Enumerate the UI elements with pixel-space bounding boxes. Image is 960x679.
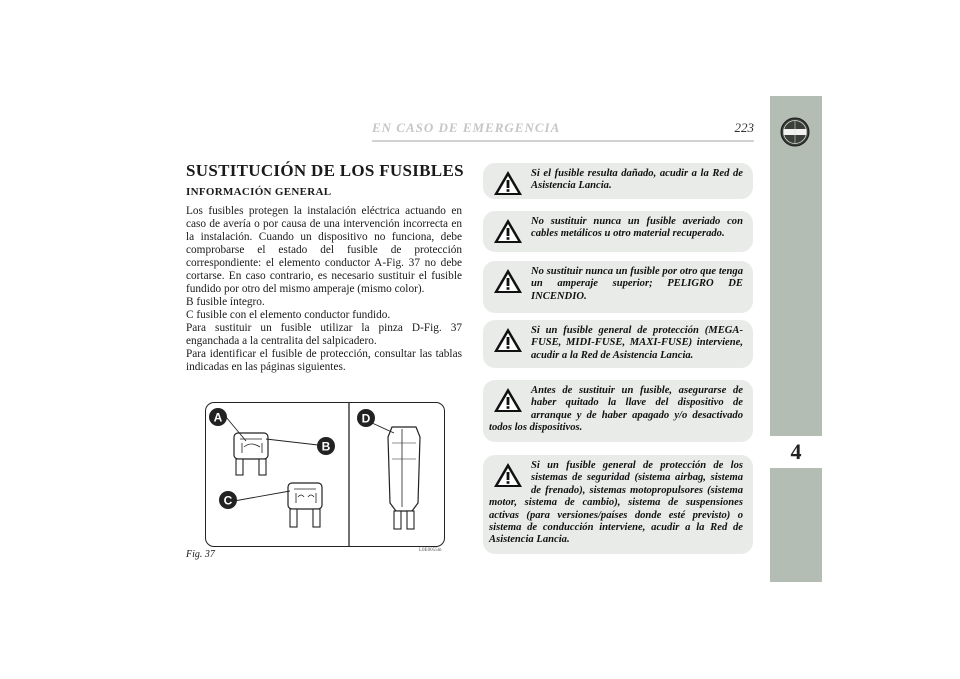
body-text: [186, 205, 462, 374]
tables-paragraph: Para identificar el fusible de protección, consultar las tablas indicadas en las páginas siguientes.: [186, 348, 462, 373]
legend-item-c: C fusible con el elemento conductor fundido.: [186, 309, 391, 321]
blown-fuse-illustration: [288, 483, 322, 527]
intro-paragraph: Los fusibles protegen la instalación eléctrica actuando en caso de avería o por causa de una intervención incorrecta en la instalación. Cuando un dispositivo no funciona, debe comprobarse el estado del fusible de protección correspondiente: el elemento conductor A-Fig. 37 no debe cortarse. En caso contrario, es necesario sustituir el fusible fundido por otro del mismo amperaje (mismo color).: [186, 205, 462, 295]
warning-box: [483, 455, 753, 554]
warning-triangle-icon: [493, 387, 523, 413]
page-header: [186, 116, 754, 146]
warning-text: Si un fusible general de protección (MEGA-FUSE, MIDI-FUSE, MAXI-FUSE) interviene, acudir a la Red de Asistencia Lancia.: [531, 325, 743, 361]
warning-triangle-icon: [493, 462, 523, 488]
page-title: SUSTITUCIÓN DE LOS FUSIBLES: [186, 161, 464, 180]
warning-box: [483, 320, 753, 368]
section-subheading: INFORMACIÓN GENERAL: [186, 186, 332, 198]
header-rule: [372, 140, 754, 142]
warning-box: [483, 211, 753, 252]
chapter-tab-strip: [770, 96, 822, 582]
warning-triangle-icon: [493, 218, 523, 244]
warning-box: [483, 163, 753, 199]
warning-text: No sustituir nunca un fusible por otro que tenga un amperaje superior; PELIGRO DE INCENDIO.: [531, 266, 743, 302]
warning-text: No sustituir nunca un fusible averiado con cables metálicos u otro material recuperado.: [531, 216, 743, 240]
warning-triangle-icon: [493, 327, 523, 353]
callout-a-label: A: [213, 410, 223, 425]
figure-code: L0E0055m: [419, 548, 442, 553]
callout-b-label: B: [321, 439, 331, 454]
callout-a: [209, 408, 227, 426]
legend-item-b: B fusible íntegro.: [186, 296, 265, 308]
section-title: EN CASO DE EMERGENCIA: [372, 120, 561, 135]
callout-d: [357, 409, 375, 427]
warning-text: Si un fusible general de protección de los sistemas de seguridad (sistema airbag, sistema de frenado), sistemas motopropulsores (sistema motor, sistema de cambio), sistema de suspensiones activas (para versiones/países donde esté previsto) o sistema de conducción interviene, acudir a la Red de Asistencia Lancia.: [489, 460, 743, 546]
callout-c-label: C: [223, 493, 233, 508]
warning-triangle-icon: [493, 170, 523, 196]
page-number: 223: [734, 120, 754, 135]
figure-caption: Fig. 37: [186, 549, 215, 560]
warning-box: [483, 380, 753, 442]
warning-triangle-icon: [493, 268, 523, 294]
chapter-number: 4: [770, 436, 822, 468]
tweezers-paragraph: Para sustituir un fusible utilizar la pinza D-Fig. 37 enganchada a la centralita del salpicadero.: [186, 322, 462, 347]
warning-box: [483, 261, 753, 313]
warning-text: Si el fusible resulta dañado, acudir a la Red de Asistencia Lancia.: [531, 168, 743, 192]
callout-c: [219, 491, 237, 509]
fuse-figure: [205, 402, 445, 547]
callout-d-label: D: [361, 411, 371, 426]
fuse-tweezers-illustration: [388, 427, 420, 529]
lancia-shield-icon: [779, 117, 811, 147]
warning-text: Antes de sustituir un fusible, asegurarse de haber quitado la llave del dispositivo de arranque y de haber apagado y/o desactivado todos los dispositivos.: [489, 385, 743, 434]
callout-b: [317, 437, 335, 455]
intact-fuse-illustration: [234, 433, 268, 475]
